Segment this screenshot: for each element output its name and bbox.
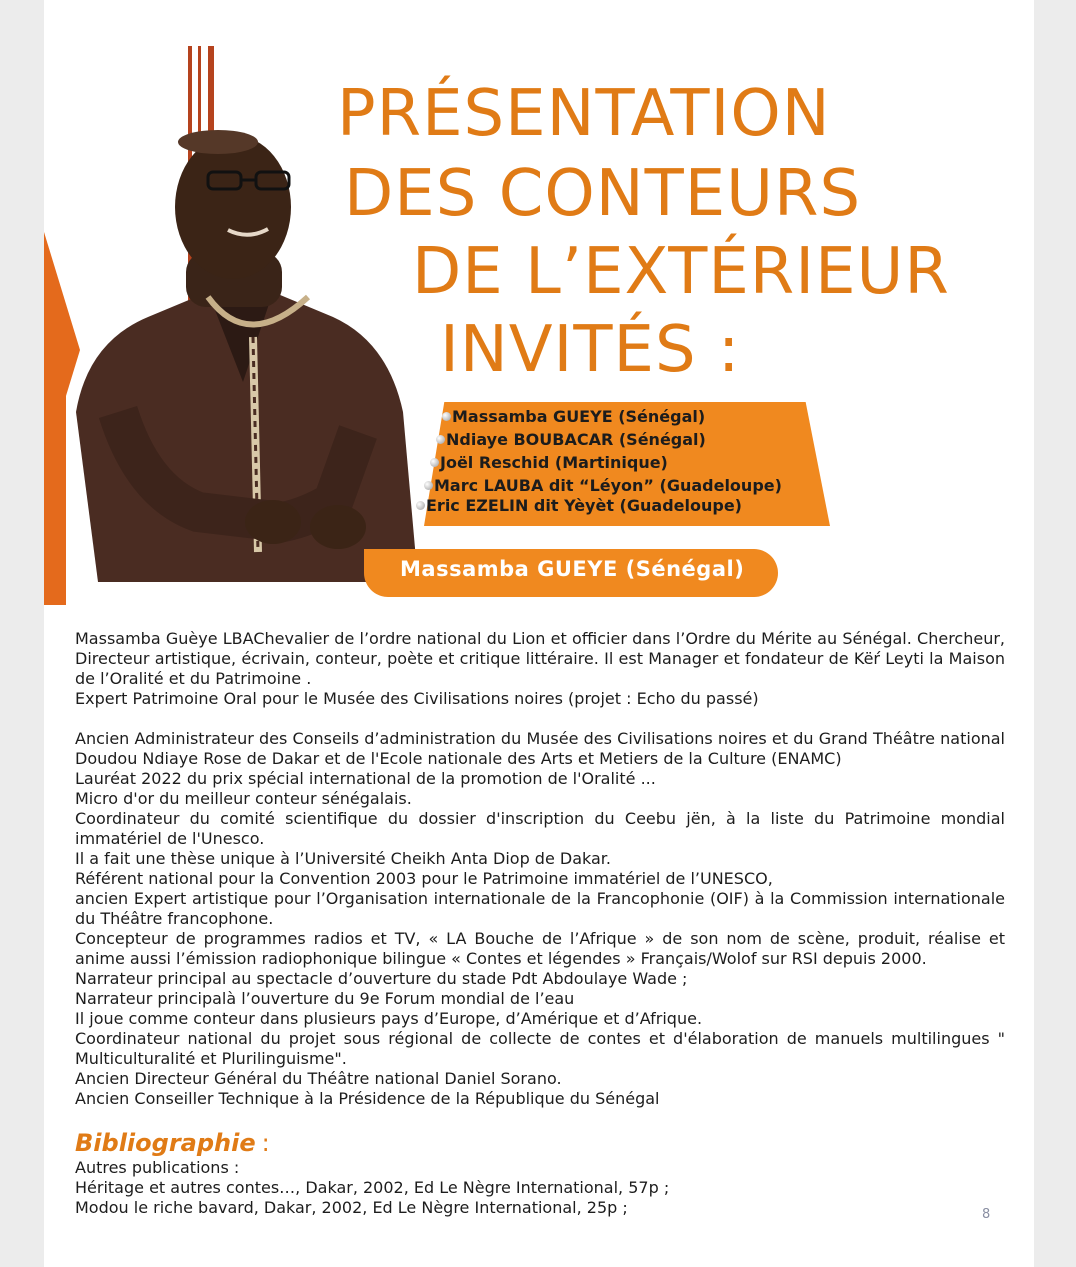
- guest-item: Joël Reschid (Martinique): [430, 453, 668, 472]
- guest-item: Eric EZELIN dit Yèyèt (Guadeloupe): [416, 496, 742, 515]
- bullet-icon: [442, 412, 451, 421]
- featured-name: Massamba GUEYE (Sénégal): [400, 557, 745, 581]
- bio-paragraph: Coordinateur du comité scientifique du dossier d'inscription du Ceebu jën, à la liste du Patrimoine mondial immatériel de l'Unesco.: [75, 809, 1005, 848]
- bio-paragraph: Narrateur principalà l’ouverture du 9e Forum mondial de l’eau: [75, 989, 575, 1008]
- bio-paragraph: Ancien Directeur Général du Théâtre national Daniel Sorano.: [75, 1069, 562, 1088]
- bio-block-2: [75, 729, 1005, 1109]
- bio-paragraph: Expert Patrimoine Oral pour le Musée des Civilisations noires (projet : Echo du passé): [75, 689, 759, 708]
- bio-paragraph: Lauréat 2022 du prix spécial international de la promotion de l'Oralité ...: [75, 769, 656, 788]
- page-title-line-1: PRÉSENTATION: [337, 77, 831, 151]
- bibliography-item: Héritage et autres contes…, Dakar, 2002, Ed Le Nègre International, 57p ;: [75, 1178, 670, 1197]
- bio-paragraph: Micro d'or du meilleur conteur sénégalais.: [75, 789, 412, 808]
- bibliography-item: Modou le riche bavard, Dakar, 2002, Ed Le Nègre International, 25p ;: [75, 1198, 628, 1217]
- bullet-icon: [416, 501, 425, 510]
- bio-paragraph: Il a fait une thèse unique à l’Université Cheikh Anta Diop de Dakar.: [75, 849, 611, 868]
- bibliography-list: [75, 1158, 669, 1218]
- bio-block-1: [75, 629, 1005, 709]
- page-title-line-2: DES CONTEURS: [344, 157, 862, 231]
- bio-paragraph: Il joue comme conteur dans plusieurs pays d’Europe, d’Amérique et d’Afrique.: [75, 1009, 703, 1028]
- page-title-line-3: DE L’EXTÉRIEUR: [412, 235, 950, 309]
- bio-paragraph: Ancien Conseiller Technique à la Présidence de la République du Sénégal: [75, 1089, 660, 1108]
- guest-item: Massamba GUEYE (Sénégal): [442, 407, 705, 426]
- bullet-icon: [424, 481, 433, 490]
- bibliography-item: Autres publications :: [75, 1158, 240, 1177]
- page-number: 8: [982, 1207, 991, 1222]
- bio-paragraph: ancien Expert artistique pour l’Organisation internationale de la Francophonie (OIF) à la Commission internationale du Théâtre francophone.: [75, 889, 1005, 928]
- bio-paragraph: Ancien Administrateur des Conseils d’administration du Musée des Civilisations noires et du Grand Théâtre national Doudou Ndiaye Rose de Dakar et de l'Ecole nationale des Arts et Metiers de la Culture (ENAMC): [75, 729, 1005, 768]
- bio-paragraph: Référent national pour la Convention 2003 pour le Patrimoine immatériel de l’UNESCO,: [75, 869, 773, 888]
- bio-paragraph: Coordinateur national du projet sous régional de collecte de contes et d'élaboration de manuels multilingues " Multiculturalité et Plurilinguisme".: [75, 1029, 1005, 1068]
- guest-item: Marc LAUBA dit “Léyon” (Guadeloupe): [424, 476, 782, 495]
- featured-name-banner: [364, 549, 778, 597]
- bibliography-heading: Bibliographie :: [75, 1129, 270, 1157]
- page-title-line-4: INVITÉS :: [440, 313, 741, 387]
- bio-paragraph: Concepteur de programmes radios et TV, « LA Bouche de l’Afrique » de son nom de scène, produit, réalise et anime aussi l’émission radiophonique bilingue « Contes et légendes » Français/Wolof sur RSI depuis 2000.: [75, 929, 1005, 968]
- bio-paragraph: Massamba Guèye LBAChevalier de l’ordre national du Lion et officier dans l’Ordre du Mérite au Sénégal. Chercheur, Directeur artistique, écrivain, conteur, poète et critique littéraire. Il est Manager et fondateur de Këŕ Leyti la Maison de l’Oralité et du Patrimoine .: [75, 629, 1005, 688]
- bullet-icon: [430, 458, 439, 467]
- bullet-icon: [436, 435, 445, 444]
- guest-item: Ndiaye BOUBACAR (Sénégal): [436, 430, 706, 449]
- bio-paragraph: Narrateur principal au spectacle d’ouverture du stade Pdt Abdoulaye Wade ;: [75, 969, 688, 988]
